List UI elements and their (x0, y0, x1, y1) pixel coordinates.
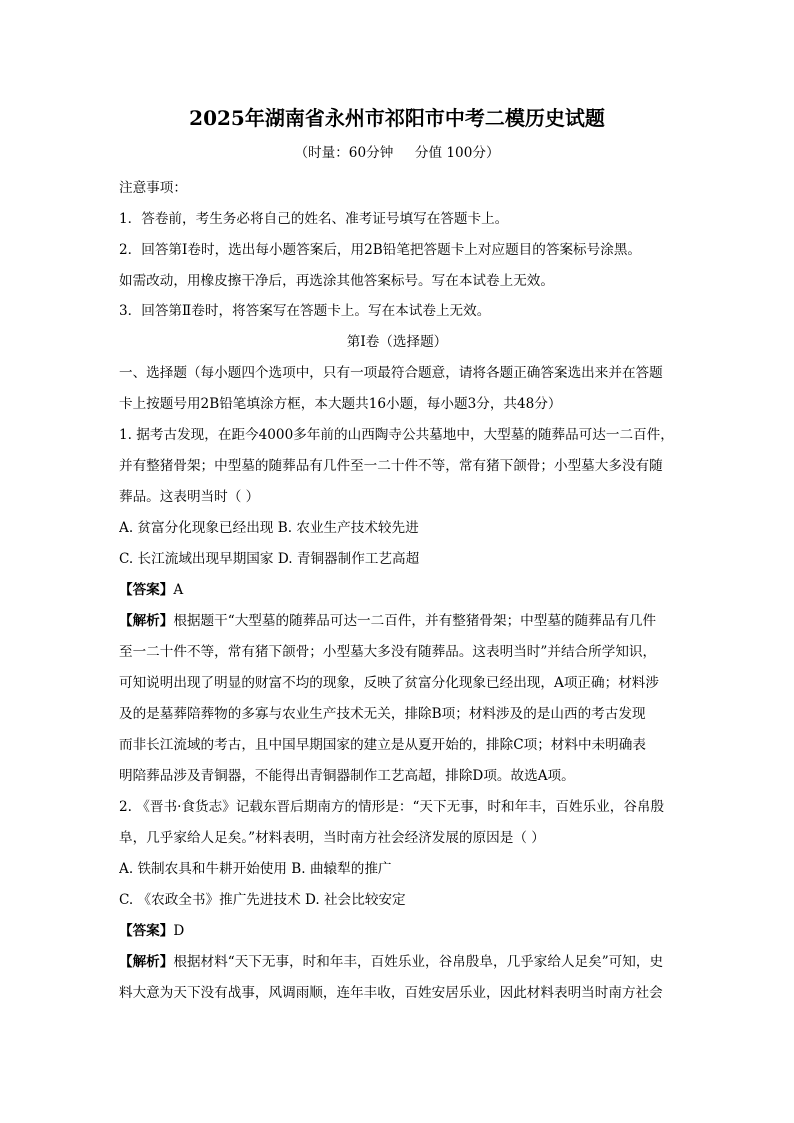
q1-analysis: 可知说明出现了明显的财富不均的现象，反映了贫富分化现象已经出现，A项正确；材料涉 (119, 675, 659, 691)
q1-stem: 并有整猪骨架；中型墓的随葬品有几件至一二十件不等，常有猪下颌骨；小型墓大多没有随 (119, 458, 663, 474)
notice-item: 3．回答第Ⅱ卷时，将答案写在答题卡上。写在本试卷上无效。 (119, 303, 491, 319)
q2-stem: 2. 《晋书·食货志》记载东晋后期南方的情形是：“天下无事，时和年丰，百姓乐业，谷帛殷 (119, 799, 665, 815)
notice-heading: 注意事项： (119, 180, 187, 196)
notice-item: 2．回答第Ⅰ卷时，选出每小题答案后，用2B铅笔把答题卡上对应题目的答案标号涂黑。 (119, 242, 642, 258)
q2-stem: 阜，几乎家给人足矣。”材料表明，当时南方社会经济发展的原因是（ ） (119, 830, 545, 846)
q2-answer (119, 922, 679, 940)
answer-label: 【答案】 (119, 582, 174, 598)
q1-analysis: 而非长江流域的考古，且中国早期国家的建立是从夏开始的，排除C项；材料中未明确表 (119, 737, 646, 753)
q1-stem: 1. 据考古发现，在距今4000多年前的山西陶寺公共墓地中，大型墓的随葬品可达一二百件， (119, 427, 674, 443)
part-intro: 卡上按题号用2B铅笔填涂方框，本大题共16小题，每小题3分，共48分） (119, 396, 562, 412)
q2-analysis: 料大意为天下没有战事，风调雨顺，连年丰收，百姓安居乐业，因此材料表明当时南方社会 (119, 985, 663, 1001)
analysis-label: 【解析】 (119, 613, 174, 629)
exam-subtitle: （时量：60分钟 分值 100分） (294, 145, 500, 161)
q2-analysis (119, 953, 679, 971)
q1-answer (119, 581, 679, 599)
section-title: 第Ⅰ卷（选择题） (346, 334, 448, 350)
q1-option-row: C. 长江流域出现早期国家 D. 青铜器制作工艺高超 (119, 551, 420, 567)
analysis-label: 【解析】 (119, 954, 174, 970)
exam-title: 2025年湖南省永州市祁阳市中考二模历史试题 (189, 106, 605, 130)
q1-stem: 葬品。这表明当时（ ） (119, 489, 260, 505)
q1-analysis: 明陪葬品涉及青铜器，不能得出青铜器制作工艺高超，排除D项。故选A项。 (119, 768, 575, 784)
answer-value: A (173, 582, 184, 598)
answer-value: D (173, 923, 185, 939)
q1-analysis: 及的是墓葬陪葬物的多寡与农业生产技术无关，排除B项；材料涉及的是山西的考古发现 (119, 706, 646, 722)
q1-analysis (119, 612, 679, 630)
notice-item: 如需改动，用橡皮擦干净后，再选涂其他答案标号。写在本试卷上无效。 (119, 273, 554, 289)
q1-option-row: A. 贫富分化现象已经出现 B. 农业生产技术较先进 (119, 520, 419, 536)
notice-item: 1．答卷前，考生务必将自己的姓名、准考证号填写在答题卡上。 (119, 211, 509, 227)
answer-label: 【答案】 (119, 923, 174, 939)
q1-analysis: 至一二十件不等，常有猪下颌骨；小型墓大多没有随葬品。这表明当时”并结合所学知识， (119, 644, 657, 660)
q2-option-row: A. 铁制农具和牛耕开始使用 B. 曲辕犁的推广 (119, 861, 392, 877)
analysis-text: 根据材料“天下无事，时和年丰，百姓乐业，谷帛殷阜，几乎家给人足矣”可知，史 (173, 954, 664, 970)
analysis-text: 根据题干“大型墓的随葬品可达一二百件，并有整猪骨架；中型墓的随葬品有几件 (173, 613, 657, 629)
q2-option-row: C. 《农政全书》推广先进技术 D. 社会比较安定 (119, 892, 406, 908)
part-intro: 一、选择题（每小题四个选项中，只有一项最符合题意，请将各题正确答案选出来并在答题 (119, 365, 663, 381)
